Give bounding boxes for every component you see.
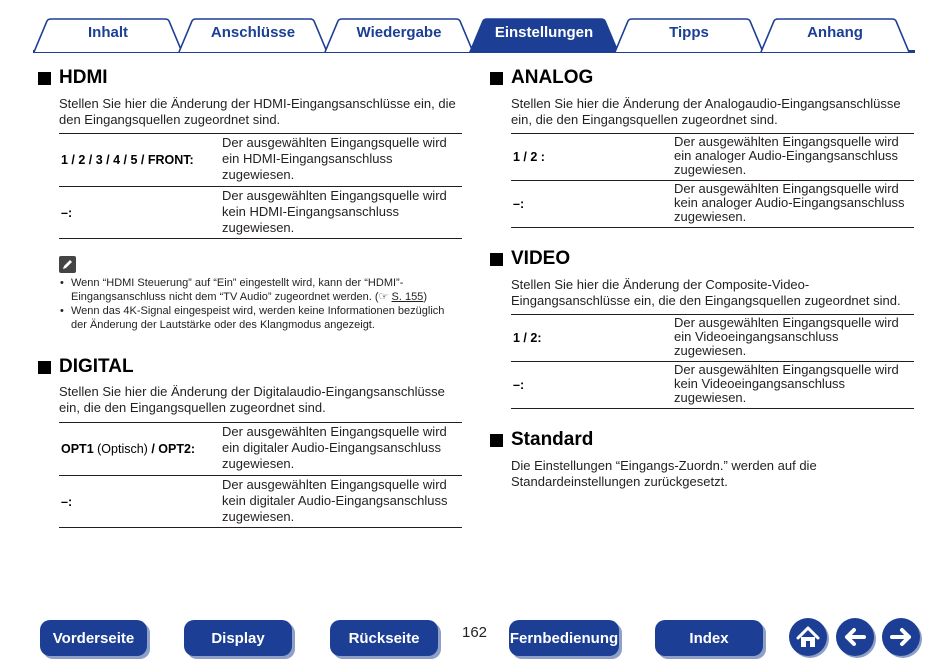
index-button[interactable]: Index: [655, 620, 763, 656]
display-button[interactable]: Display: [184, 620, 292, 656]
row-key: 1 / 2 :: [513, 150, 545, 164]
tab-label: Anschlüsse: [210, 24, 296, 41]
tab-label: Anhang: [807, 24, 863, 41]
standard-intro: Die Einstellungen “Eingangs-Zuordn.” werden auf die Standardeinstellungen zurückgesetzt.: [511, 458, 817, 489]
section-title-text: VIDEO: [511, 248, 571, 269]
digital-intro: Stellen Sie hier die Änderung der Digitalaudio-Eingangsanschlüsse ein, die den Eingangsquellen zugeordnet sind.: [59, 384, 445, 415]
page-ref-link[interactable]: S. 155: [391, 291, 424, 303]
digital-table: [59, 422, 462, 528]
row-key: 1 / 2:: [513, 331, 542, 345]
section-title-text: HDMI: [59, 67, 108, 88]
page-ref-icon: ☞: [378, 291, 389, 303]
tab-einstellungen[interactable]: [469, 18, 619, 52]
section-bullet-icon: [38, 361, 51, 374]
row-key: [61, 442, 195, 456]
tab-tipps[interactable]: [614, 18, 764, 52]
row-key: 1 / 2 / 3 / 4 / 5 / FRONT:: [61, 153, 194, 167]
section-title-digital: [38, 356, 134, 378]
section-title-video: [490, 248, 570, 270]
tab-anschluesse[interactable]: [178, 18, 328, 52]
tab-label: Tipps: [669, 24, 709, 41]
section-bullet-icon: [490, 253, 503, 266]
key-part: / OPT2:: [151, 442, 196, 456]
rueckseite-button[interactable]: Rückseite: [330, 620, 438, 656]
table-row: [59, 134, 462, 186]
section-title-standard: [490, 429, 593, 451]
section-bullet-icon: [38, 72, 51, 85]
note-text: Wenn das 4K-Signal eingespeist wird, werden keine Informationen bezüglich der Änderung der Lautstärke oder des Klangmodus angezeigt.: [71, 305, 445, 331]
section-title-hdmi: [38, 67, 108, 89]
pencil-note-icon: [59, 256, 76, 273]
row-key: –:: [513, 378, 525, 392]
row-value: Der ausgewählten Eingangsquelle wird kein analoger Audio-Eingangsanschluss zugewiesen.: [674, 181, 905, 224]
section-title-text: DIGITAL: [59, 356, 134, 377]
key-part: (Optisch): [93, 442, 152, 456]
table-row: [511, 315, 914, 361]
arrow-right-icon: [882, 618, 920, 656]
table-row: [511, 180, 914, 227]
analog-table: [511, 133, 914, 228]
section-title-text: ANALOG: [511, 67, 594, 88]
table-row: [59, 186, 462, 238]
arrow-left-icon: [836, 618, 874, 656]
tab-label: Inhalt: [88, 24, 128, 41]
tab-wiedergabe[interactable]: [324, 18, 474, 52]
note-item: [59, 304, 459, 332]
back-button[interactable]: [836, 618, 874, 656]
forward-button[interactable]: [882, 618, 920, 656]
home-button[interactable]: [789, 618, 827, 656]
section-title-text: Standard: [511, 429, 594, 450]
hdmi-intro: Stellen Sie hier die Änderung der HDMI-Eingangsanschlüsse ein, die den Eingangsquellen zugeordnet sind.: [59, 96, 456, 127]
tab-label: Wiedergabe: [356, 24, 442, 41]
page-number: 162: [462, 624, 488, 641]
vorderseite-button[interactable]: Vorderseite: [40, 620, 147, 656]
fernbedienung-button[interactable]: Fernbedienung: [509, 620, 619, 656]
video-table: [511, 314, 914, 409]
section-bullet-icon: [490, 72, 503, 85]
note-text: Wenn “HDMI Steuerung” auf “Ein” eingestellt wird, kann der “HDMI”-Eingangsanschluss nicht dem “TV Audio” zugeordnet werden. (: [71, 277, 404, 303]
hdmi-notes: [59, 276, 459, 332]
row-value: Der ausgewählten Eingangsquelle wird ein analoger Audio-Eingangsanschluss zugewiesen.: [674, 134, 899, 177]
tab-anhang[interactable]: [760, 18, 910, 52]
table-row: [59, 423, 462, 475]
row-key: –:: [513, 197, 525, 211]
row-value: Der ausgewählten Eingangsquelle wird ein HDMI-Eingangsanschluss zugewiesen.: [222, 135, 447, 182]
row-value: Der ausgewählten Eingangsquelle wird kein HDMI-Eingangsanschluss zugewiesen.: [222, 188, 447, 235]
tab-inhalt[interactable]: [33, 18, 183, 52]
table-row: [511, 134, 914, 180]
tab-label: Einstellungen: [494, 24, 594, 41]
key-part: OPT1: [61, 442, 94, 456]
video-intro: Stellen Sie hier die Änderung der Composite-Video-Eingangsanschlüsse ein, die den Eingangsquellen zugeordnet sind.: [511, 277, 901, 308]
table-row: [59, 475, 462, 527]
row-key: –:: [61, 494, 73, 509]
hdmi-table: [59, 133, 462, 239]
section-title-analog: [490, 67, 593, 89]
section-bullet-icon: [490, 434, 503, 447]
table-row: [511, 361, 914, 408]
row-value: Der ausgewählten Eingangsquelle wird ein digitaler Audio-Eingangsanschluss zugewiesen.: [222, 424, 447, 471]
note-item: [59, 276, 459, 304]
analog-intro: Stellen Sie hier die Änderung der Analogaudio-Eingangsanschlüsse ein, die den Eingangsquellen zugeordnet sind.: [511, 96, 901, 127]
tab-bar: [0, 0, 950, 56]
row-key: –:: [61, 205, 73, 220]
home-icon: [789, 618, 827, 656]
row-value: Der ausgewählten Eingangsquelle wird ein Videoeingangsanschluss zugewiesen.: [674, 315, 899, 358]
note-tail: ): [423, 291, 427, 303]
row-value: Der ausgewählten Eingangsquelle wird kein Videoeingangsanschluss zugewiesen.: [674, 362, 899, 405]
row-value: Der ausgewählten Eingangsquelle wird kein digitaler Audio-Eingangsanschluss zugewiesen.: [222, 477, 448, 524]
